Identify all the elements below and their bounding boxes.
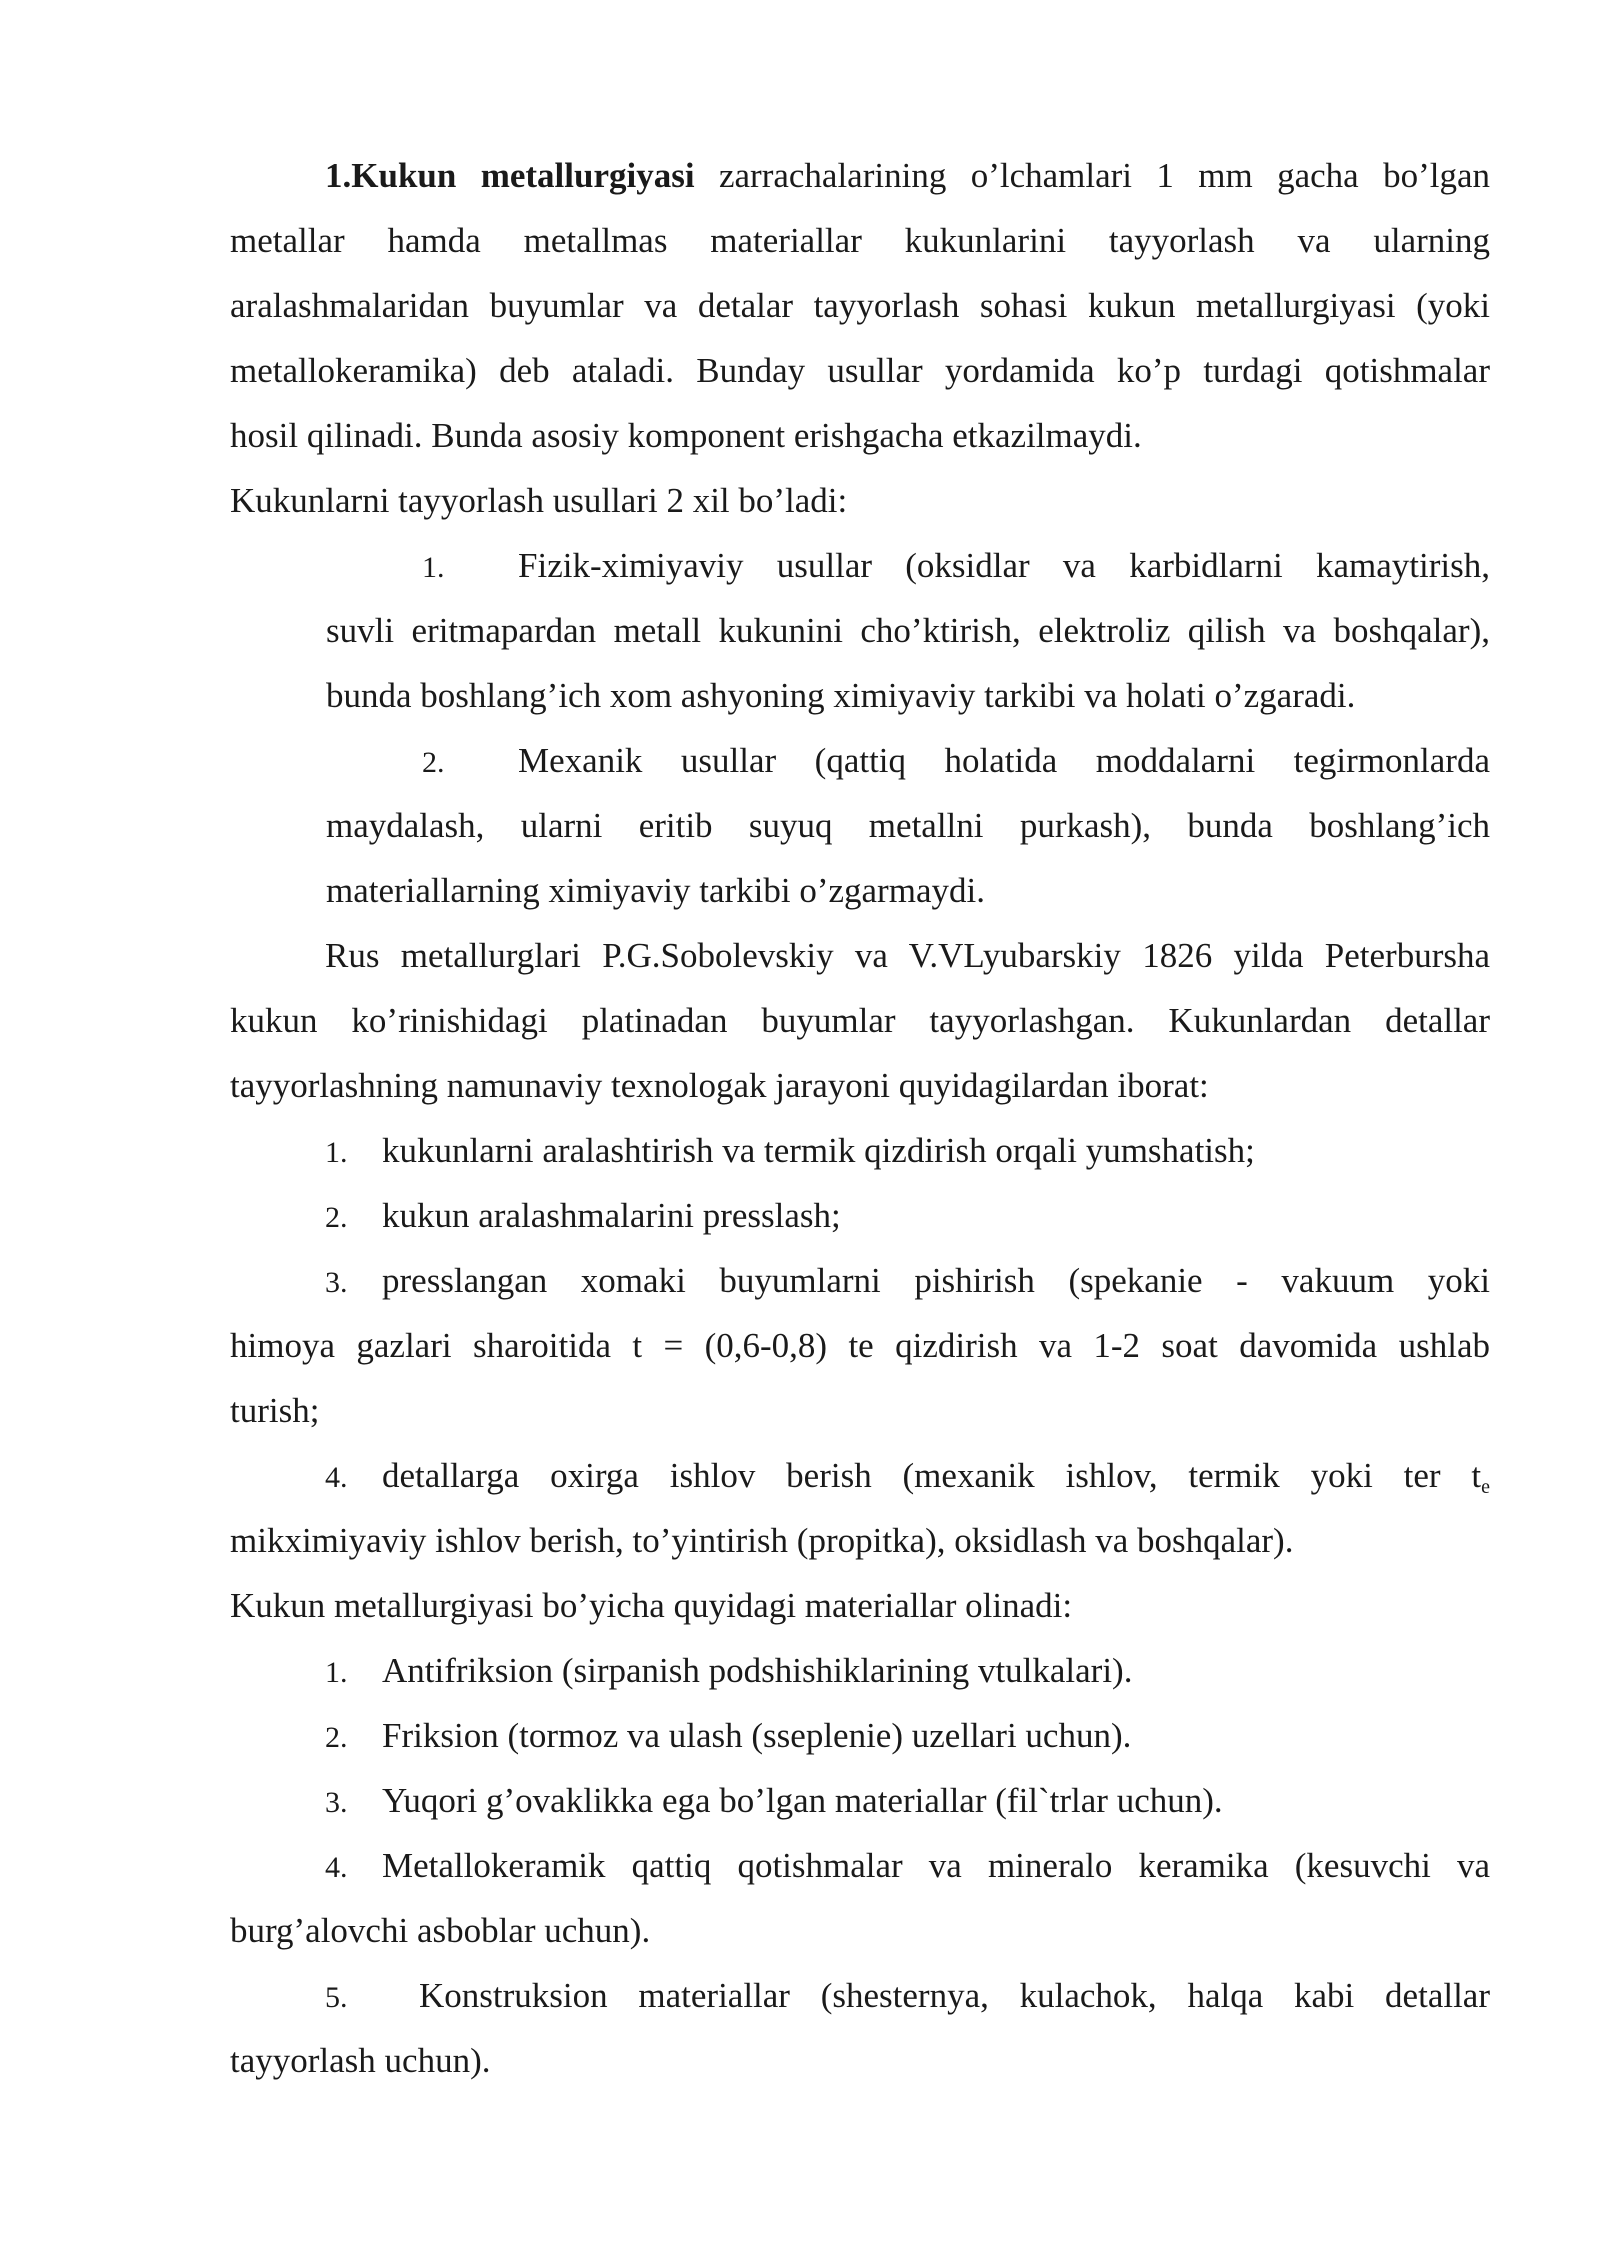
process-item-2: 2. kukun aralashmalarini presslash; bbox=[325, 1196, 841, 1235]
materials-intro: Kukun metallurgiyasi bo’yicha quyidagi materiallar olinadi: bbox=[230, 1586, 1073, 1625]
intro-line-2: metallar hamda metallmas materiallar kukunlarini tayyorlash va ularning bbox=[230, 221, 1490, 260]
history-line-3: tayyorlashning namunaviy texnologak jarayoni quyidagilardan iborat: bbox=[230, 1066, 1209, 1105]
intro-line-3: aralashmalaridan buyumlar va detalar tayyorlash sohasi kukun metallurgiyasi (yoki bbox=[230, 286, 1490, 325]
material-item-1: 1. Antifriksion (sirpanish podshishiklarining vtulkalari). bbox=[325, 1651, 1133, 1690]
process-item-4-cont-1: mikximiyaviy ishlov berish, to’yintirish (propitka), oksidlash va boshqalar). bbox=[230, 1521, 1294, 1560]
method-item-1-line-3: bunda boshlang’ich xom ashyoning ximiyaviy tarkibi va holati o’zgaradi. bbox=[326, 676, 1356, 715]
history-line-2: kukun ko’rinishidagi platinadan buyumlar tayyorlashgan. Kukunlardan detallar bbox=[230, 1001, 1490, 1040]
process-item-3-cont-1: himoya gazlari sharoitida t = (0,6-0,8) te qizdirish va 1-2 soat davomida ushlab bbox=[230, 1326, 1490, 1365]
method-item-2-line-1: 2. Mexanik usullar (qattiq holatida moddalarni tegirmonlarda bbox=[326, 728, 1490, 793]
method-item-1-line-1: 1. Fizik-ximiyaviy usullar (oksidlar va karbidlarni kamaytirish, bbox=[326, 533, 1490, 598]
intro-line-1: 1.Kukun metallurgiyasi zarrachalarining o’lchamlari 1 mm gacha bo’lgan bbox=[325, 156, 1491, 195]
method-item-2-number: 2. bbox=[422, 746, 445, 779]
intro-line-5: hosil qilinadi. Bunda asosiy komponent erishgacha etkazilmaydi. bbox=[230, 416, 1142, 455]
material-item-5: 5. Konstruksion materiallar (shesternya, kulachok, halqa kabi detallar bbox=[325, 1976, 1490, 2015]
methods-intro: Kukunlarni tayyorlash usullari 2 xil bo’ladi: bbox=[230, 481, 848, 520]
method-item-2-line-3: materiallarning ximiyaviy tarkibi o’zgarmaydi. bbox=[326, 871, 985, 910]
method-item-1-line-2: suvli eritmapardan metall kukunini cho’ktirish, elektroliz qilish va boshqalar), bbox=[326, 611, 1490, 650]
methods-list bbox=[326, 533, 1490, 923]
process-item-4: 4. detallarga oxirga ishlov berish (mexanik ishlov, termik yoki ter $t_e$ bbox=[325, 1456, 1490, 1498]
intro-paragraph bbox=[230, 143, 1490, 533]
process-item-3-cont-2: turish; bbox=[230, 1391, 320, 1430]
material-item-2: 2. Friksion (tormoz va ulash (sseplenie) uzellari uchun). bbox=[325, 1716, 1132, 1755]
history-paragraph bbox=[230, 923, 1490, 2093]
process-item-1: 1. kukunlarni aralashtirish va termik qizdirish orqali yumshatish; bbox=[325, 1131, 1255, 1170]
intro-line-4: metallokeramika) deb ataladi. Bunday usullar yordamida ko’p turdagi qotishmalar bbox=[230, 351, 1490, 390]
subscript-e: e bbox=[1481, 1476, 1490, 1498]
process-item-3: 3. presslangan xomaki buyumlarni pishirish (spekanie - vakuum yoki bbox=[325, 1261, 1490, 1300]
method-item-1-number: 1. bbox=[422, 551, 445, 584]
material-item-4: 4. Metallokeramik qattiq qotishmalar va mineralo keramika (kesuvchi va bbox=[325, 1846, 1490, 1885]
material-item-3: 3. Yuqori g’ovaklikka ega bo’lgan materiallar (fil`trlar uchun). bbox=[325, 1781, 1223, 1820]
history-line-1: Rus metallurglari P.G.Sobolevskiy va V.VLyubarskiy 1826 yilda Peterbursha bbox=[325, 936, 1490, 975]
material-item-5-cont-1: tayyorlash uchun). bbox=[230, 2041, 491, 2080]
intro-heading: 1.Kukun metallurgiyasi bbox=[325, 156, 695, 195]
material-item-4-cont-1: burg’alovchi asboblar uchun). bbox=[230, 1911, 651, 1950]
method-item-2-line-2: maydalash, ularni eritib suyuq metallni purkash), bunda boshlang’ich bbox=[326, 806, 1490, 845]
